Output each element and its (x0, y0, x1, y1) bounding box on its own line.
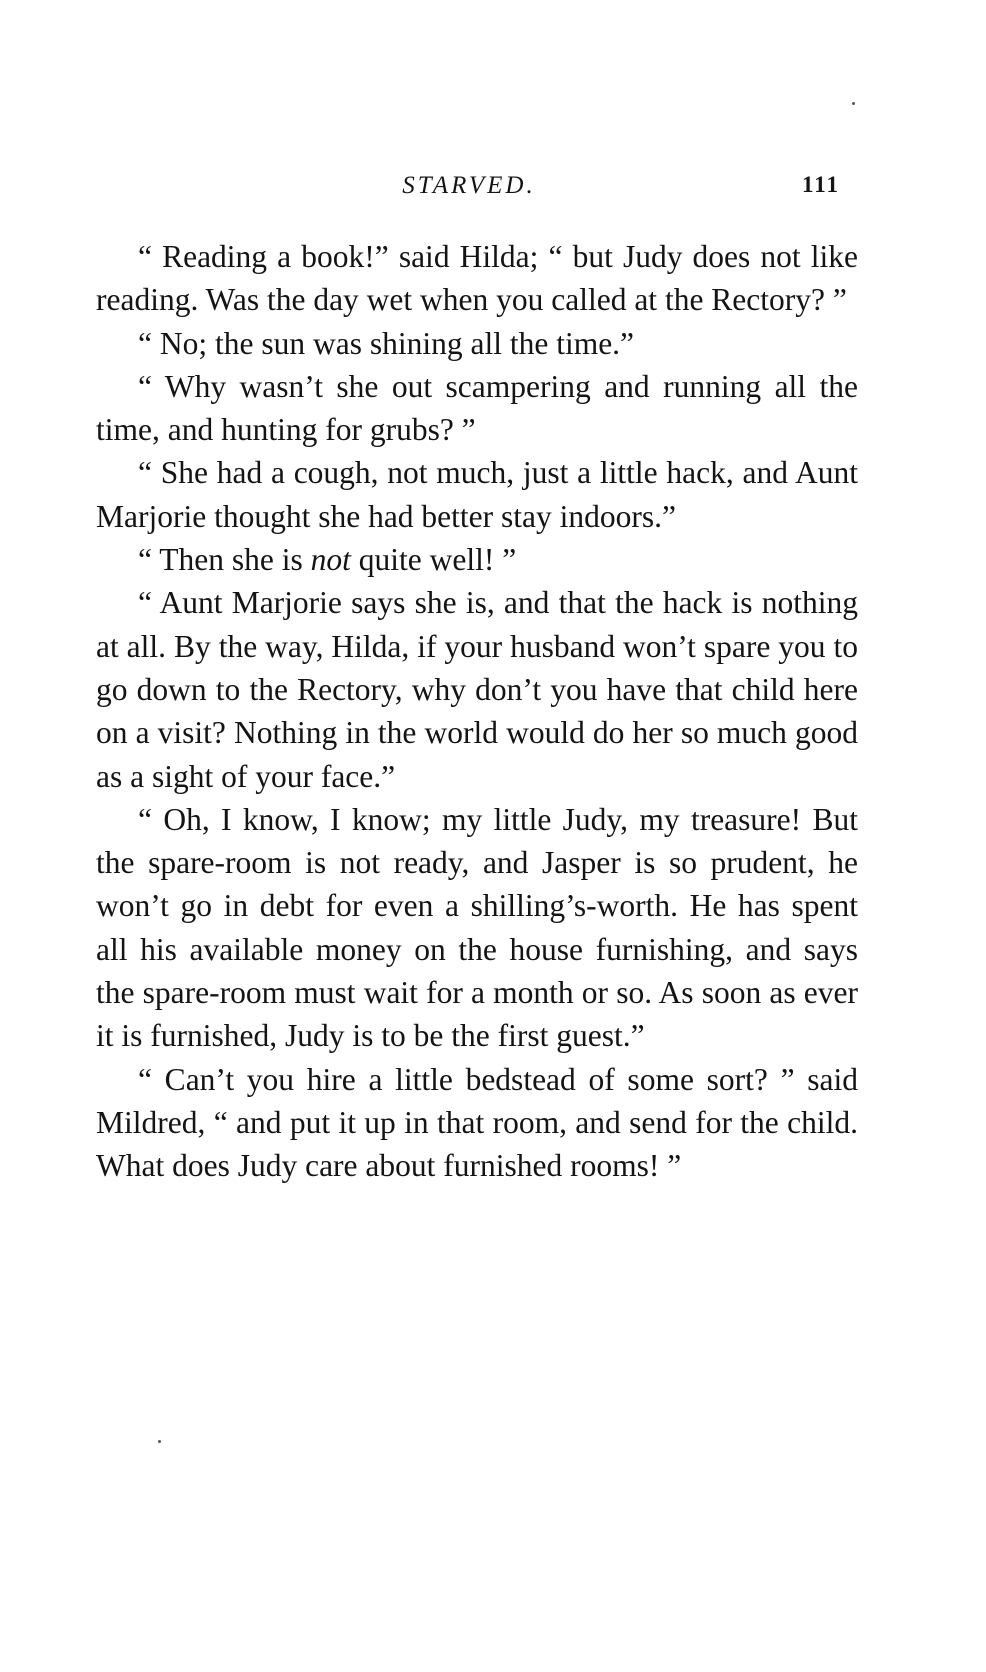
paragraph: “ Oh, I know, I know; my little Judy, my treasure! But the spare-room is not ready, and Jasper is so prudent, he won’t go in debt for even a shilling’s-worth. He has spent all his available money on the house furnishing, and says the spare-room must wait for a month or so. As soon as ever it is furnished, Judy is to be the first guest.” (96, 801, 858, 1054)
paper-speck (158, 1440, 161, 1443)
paragraph: “ Aunt Marjorie says she is, and that the hack is nothing at all. By the way, Hilda, if your husband won’t spare you to go down to the Rectory, why don’t you have that child here on a visit? Nothing in the world would do her so much good as a sight of your face.” (96, 585, 858, 794)
paper-speck (852, 102, 855, 105)
paragraph (96, 538, 858, 581)
page-number: 111 (802, 172, 840, 197)
text-segment: “ Then she is (138, 542, 311, 578)
running-head (92, 172, 846, 212)
paragraph: “ No; the sun was shining all the time.” (138, 325, 635, 361)
paragraph: “ Reading a book!” said Hilda; “ but Judy does not like reading. Was the day wet when you called at the Rectory? ” (96, 239, 858, 318)
emphasized-word: not (310, 542, 351, 578)
paragraph: “ Can’t you hire a little bedstead of some sort? ” said Mildred, “ and put it up in that room, and send for the child. What does Judy care about furnished rooms! ” (96, 1061, 858, 1184)
paragraph: “ Why wasn’t she out scampering and running all the time, and hunting for grubs? ” (96, 368, 858, 448)
paragraph: “ She had a cough, not much, just a little hack, and Aunt Marjorie thought she had better stay indoors.” (96, 455, 858, 534)
text-segment: quite well! ” (350, 542, 517, 578)
running-title: STARVED. (402, 172, 536, 199)
body-text (96, 235, 858, 1188)
